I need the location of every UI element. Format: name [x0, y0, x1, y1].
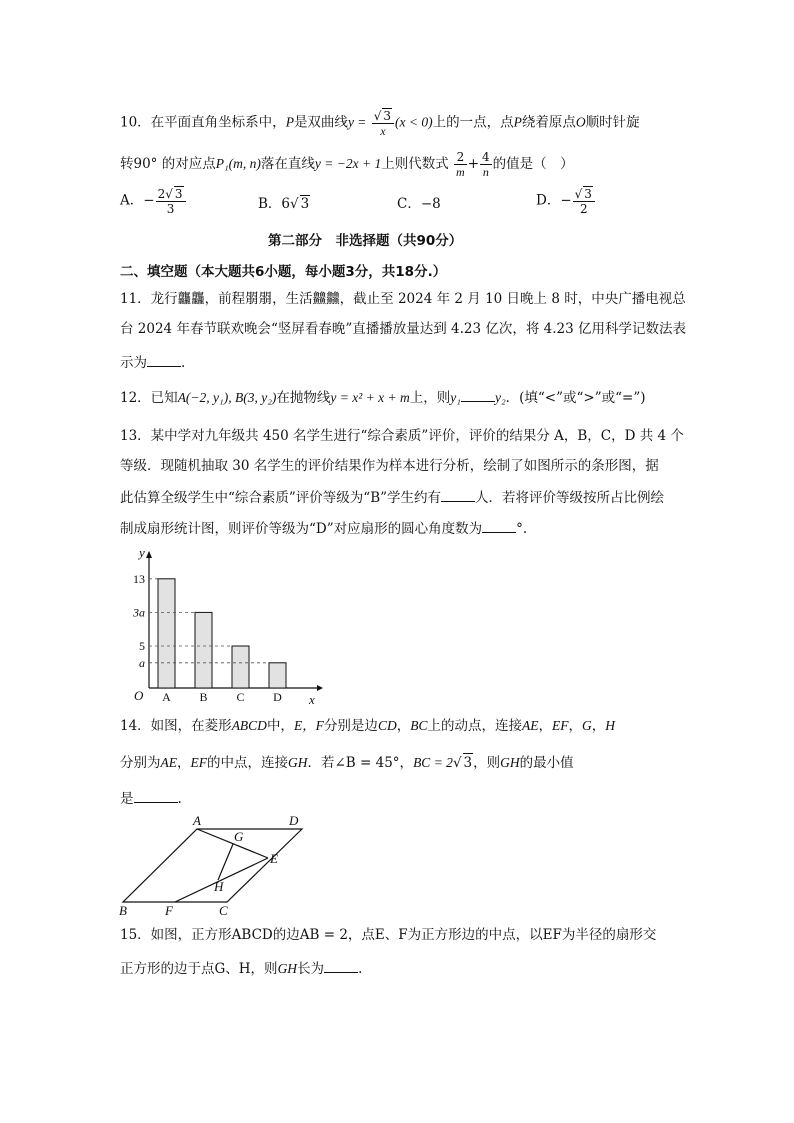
- label-d: D: [289, 813, 299, 828]
- q10-option-a: A．− $\frac{2√ 3}{3}$: [120, 186, 187, 216]
- bar-A: [158, 579, 175, 688]
- bar-B: [195, 612, 212, 688]
- q10-line2: 转90° 的对应点P₁(m, n)落在直线y = −2x + 1上则代数式 $\frac{2}{m}$ + $\frac{4}{n}$ 的值是（ ）: [120, 150, 574, 179]
- label-g: G: [234, 829, 244, 844]
- y-tick-label: 3a: [133, 605, 145, 620]
- label-h: H: [214, 879, 224, 894]
- q12-answer-blank[interactable]: [461, 401, 495, 402]
- q10-fraction-2-over-m: $\frac{2}{m}$: [456, 150, 465, 179]
- q13-line3: 此估算全级学生中“综合素质”评价等级为“B”学生约有 人．若将评价等级按所占比例绘: [120, 490, 665, 506]
- origin-label: O: [134, 688, 144, 703]
- q12-line: 12．已知A(−2, y₁), B(3, y₂)在抛物线y = x² + x + m上，则y₁ y₂．(填“<”或“>”或“=”): [120, 390, 646, 406]
- q13-answer-blank-2[interactable]: [482, 532, 516, 533]
- q11-line2: 台 2024 年春节联欢晚会“竖屏看春晚”直播播放量达到 4.23 亿次，将 4.23 亿用科学记数法表: [120, 321, 687, 337]
- x-tick-label: B: [199, 690, 208, 704]
- part2-title: 第二部分 非选择题（共90分）: [268, 233, 463, 249]
- x-axis-arrow: [317, 685, 323, 691]
- x-tick-label: D: [273, 690, 282, 704]
- q11-line1: 11．龙行龘龘，前程朤朤，生活䲜䲜，截止至 2024 年 2 月 10 日晚上 8 时，中央广播电视总: [120, 291, 686, 307]
- label-b: B: [119, 903, 127, 918]
- q11-answer-blank[interactable]: [147, 366, 181, 367]
- x-tick-label: C: [236, 690, 245, 704]
- y-tick-label: a: [139, 655, 145, 670]
- segment-ae: [197, 829, 268, 858]
- bar-D: [269, 663, 286, 688]
- y-tick-label: 13: [133, 571, 145, 586]
- q13-bar-chart: [112, 542, 332, 712]
- q14-line3: 是 .: [120, 791, 182, 807]
- q11-line3: 示为 .: [120, 355, 186, 371]
- q15-answer-blank[interactable]: [324, 972, 358, 973]
- q15-line2: 正方形的边于点G、H，则GH长为 .: [120, 961, 363, 977]
- y-axis-label: y: [139, 545, 145, 560]
- segment-gh: [218, 844, 233, 880]
- q10-hyperbola-fraction: $\frac{√ 3}{x}$: [372, 108, 394, 138]
- y-tick-label: 5: [139, 639, 145, 653]
- arc-gh: GH: [277, 961, 298, 976]
- q14-rhombus-figure: [115, 810, 335, 920]
- q13-line2: 等级．现随机抽取 30 名学生的评价结果作为样本进行分析，绘制了如图所示的条形图，据: [120, 458, 659, 474]
- label-a: A: [193, 813, 201, 828]
- q10-fraction-4-over-n: $\frac{4}{n}$: [482, 150, 490, 179]
- section2-title: 二、填空题（本大题共6小题，每小题3分，共18分.）: [120, 264, 447, 280]
- label-c: C: [219, 903, 228, 918]
- label-f: F: [165, 903, 173, 918]
- q10-option-d: D．− $\frac{√ 3}{2}$: [536, 186, 596, 216]
- x-axis-label: x: [309, 692, 315, 707]
- q10-option-c: C．−8: [397, 196, 441, 212]
- q15-line1: 15．如图，正方形ABCD的边AB = 2，点E、F为正方形边的中点，以EF为半径的扇形交: [120, 927, 657, 943]
- q14-answer-blank[interactable]: [134, 802, 178, 803]
- x-tick-label: A: [162, 690, 171, 704]
- bar-C: [232, 646, 249, 688]
- y-axis-arrow: [146, 551, 152, 558]
- q13-line4: 制成扇形统计图，则评价等级为“D”对应扇形的圆心角度数为 °.: [120, 521, 528, 537]
- label-e: E: [270, 851, 278, 866]
- q10-line1: 10．在平面直角坐标系中，P是双曲线y = $\frac{√ 3}{x}$ (x < 0)上的一点，点P绕着原点O顺时针旋: [120, 109, 640, 138]
- q13-line1: 13．某中学对九年级共 450 名学生进行“综合素质”评价，评价的结果分 A，B，C，D 共 4 个: [120, 428, 684, 444]
- q13-answer-blank-1[interactable]: [441, 501, 475, 502]
- q14-line1: 14．如图，在菱形ABCD中，E，F分别是边CD，BC上的动点，连接AE，EF，G，H: [120, 718, 615, 734]
- q10-option-b: B．6√ 3: [258, 196, 310, 212]
- q14-line2: 分别为AE，EF的中点，连接GH．若∠B = 45°，BC = 2√ 3，则GH的最小值: [120, 755, 574, 771]
